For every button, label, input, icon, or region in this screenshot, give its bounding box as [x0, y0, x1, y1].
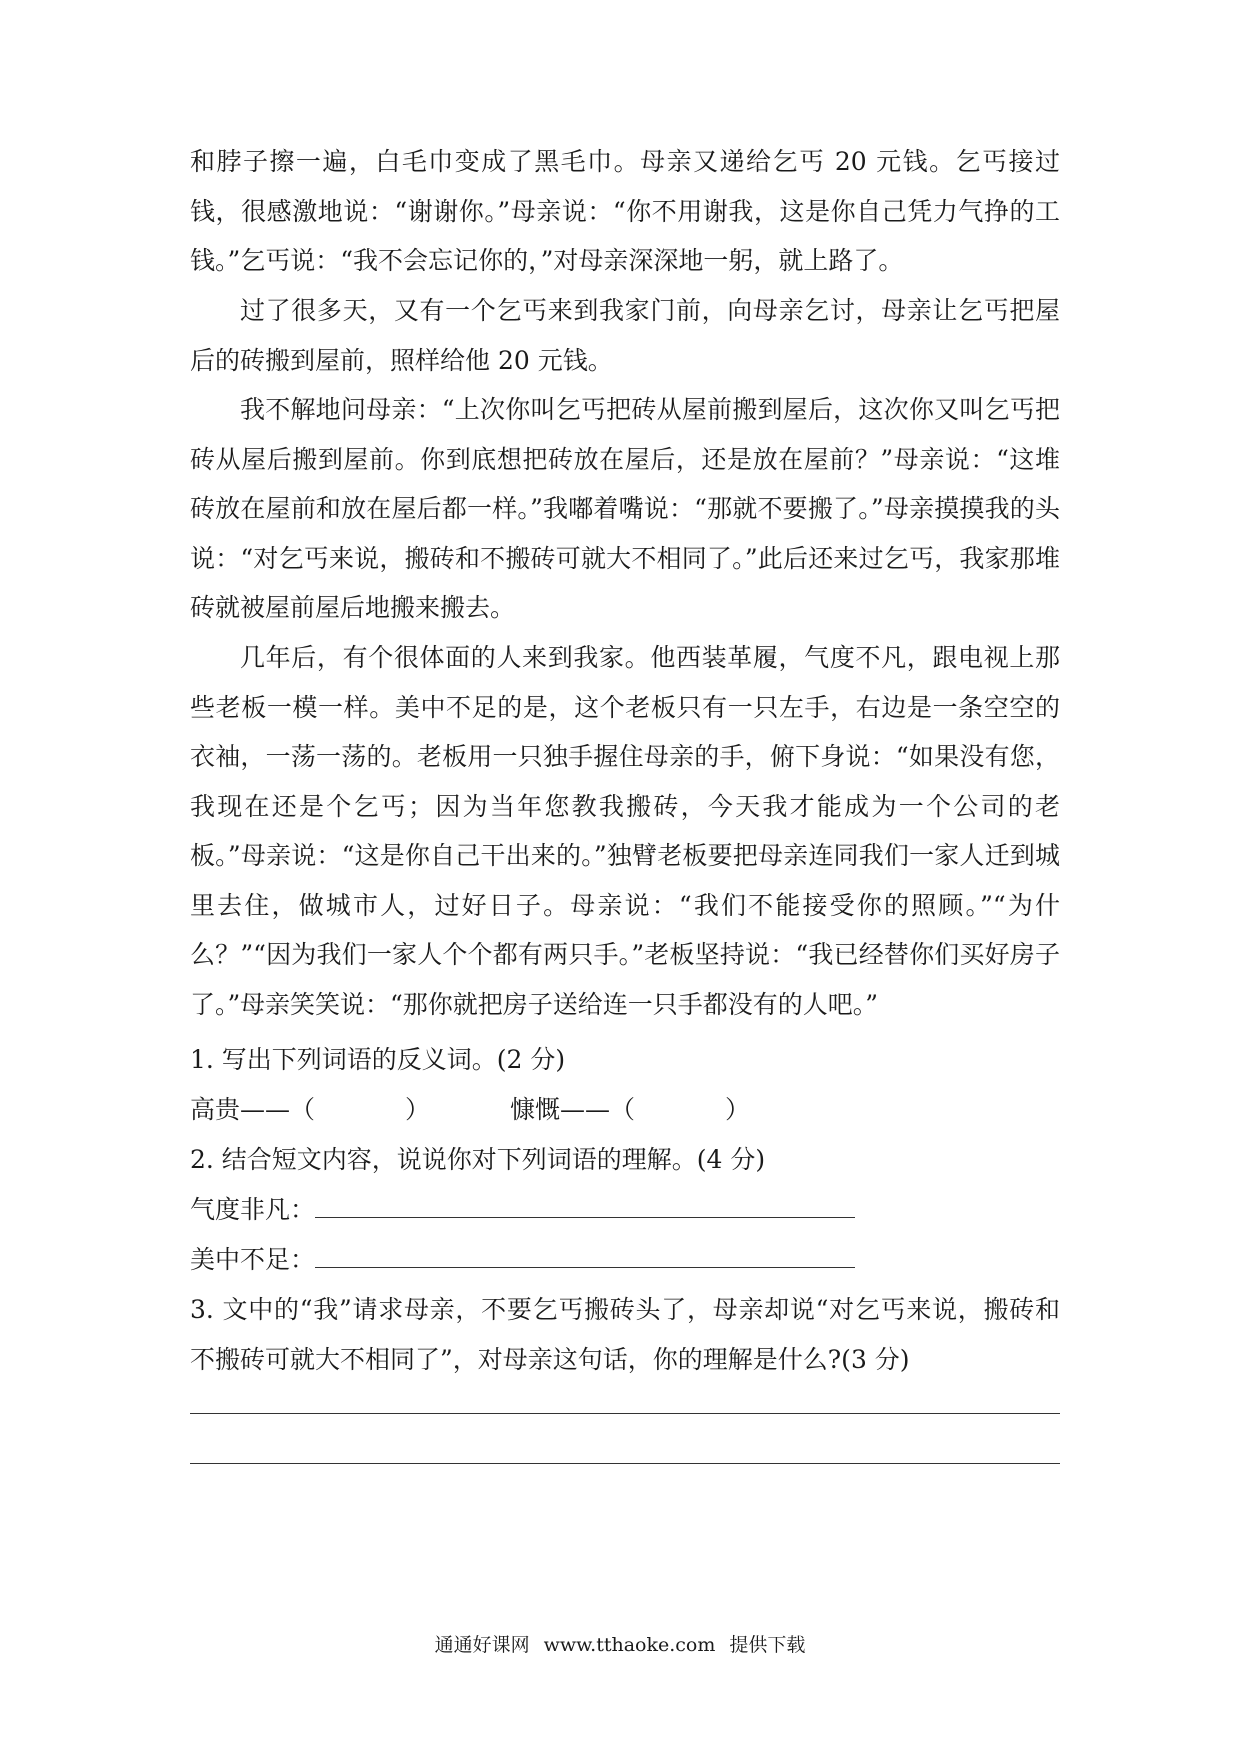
q2-term-1: 气度非凡：: [190, 1195, 316, 1224]
passage-paragraph-5: 母亲笑笑说：“那你就把房子送给连一只手都没有的人吧。”: [240, 990, 879, 1019]
page-footer: [0, 1630, 1240, 1657]
passage-paragraph-4: 几年后，有个很体面的人来到我家。他西装革履，气度不凡，跟电视上那些老板一模一样。美中不足的是，这个老板只有一只左手，右边是一条空空的衣袖，一荡一荡的。老板用一只独手握住母亲的手，俯下身说：“如果没有您，我现在还是个乞丐；因为当年您教我搬砖，今天我才能成为一个公司的老板。”母亲说：“这是你自己干出来的。”独臂老板要把母亲连同我们一家人迁到城里去住，做城市人，过好日子。母亲说：“我们不能接受你的照顾。”“为什么？”“因为我们一家人个个都有两只手。”老板坚持说：“我已经替你们买好房子了。”: [190, 643, 1060, 1019]
q1-bracket-close-2: ）: [725, 1095, 751, 1124]
q3-answer-line-2[interactable]: [190, 1463, 1060, 1464]
passage-paragraph-2: 过了很多天，又有一个乞丐来到我家门前，向母亲乞讨，母亲让乞丐把屋后的砖搬到屋前，照样给他 20 元钱。: [190, 296, 1060, 375]
q1-word-kangkai: 慷慨——（: [510, 1095, 636, 1124]
q1-word-gaogui: 高贵——（: [190, 1095, 316, 1124]
question-2-item-2: [190, 1240, 855, 1276]
q3-answer-line-1[interactable]: [190, 1413, 1060, 1414]
q2-answer-line-2[interactable]: [315, 1249, 855, 1268]
footer-site-name: 通通好课网: [434, 1634, 530, 1656]
q2-term-2: 美中不足：: [190, 1245, 316, 1274]
question-3-prompt: 3. 文中的“我”请求母亲，不要乞丐搬砖头了，母亲却说“对乞丐来说，搬砖和不搬砖可就大不相同了”，对母亲这句话，你的理解是什么?(3 分): [190, 1295, 1060, 1374]
passage-paragraph-1: 和脖子擦一遍，白毛巾变成了黑毛巾。母亲又递给乞丐 20 元钱。乞丐接过钱，很感激地说：“谢谢你。”母亲说：“你不用谢我，这是你自己凭力气挣的工钱。”乞丐说：“我不会忘记你的，”对母亲深深地一躬，就上路了。: [190, 147, 1060, 275]
question-1-items: [190, 1090, 750, 1126]
footer-note: 提供下载: [729, 1634, 806, 1656]
passage-paragraph-3: 我不解地问母亲：“上次你叫乞丐把砖从屋前搬到屋后，这次你又叫乞丐把砖从屋后搬到屋前。你到底想把砖放在屋后，还是放在屋前？”母亲说：“这堆砖放在屋前和放在屋后都一样。”我嘟着嘴说：“那就不要搬了。”母亲摸摸我的头说：“对乞丐来说，搬砖和不搬砖可就大不相同了。”此后还来过乞丐，我家那堆砖就被屋前屋后地搬来搬去。: [190, 395, 1060, 622]
footer-url: www.tthaoke.com: [543, 1634, 716, 1656]
question-1-prompt: 1. 写出下列词语的反义词。(2 分): [190, 1045, 566, 1074]
q2-answer-line-1[interactable]: [315, 1199, 855, 1218]
question-2-prompt: 2. 结合短文内容，说说你对下列词语的理解。(4 分): [190, 1145, 766, 1174]
question-2-item-1: [190, 1190, 855, 1226]
q1-bracket-close-1: ）: [405, 1095, 431, 1124]
